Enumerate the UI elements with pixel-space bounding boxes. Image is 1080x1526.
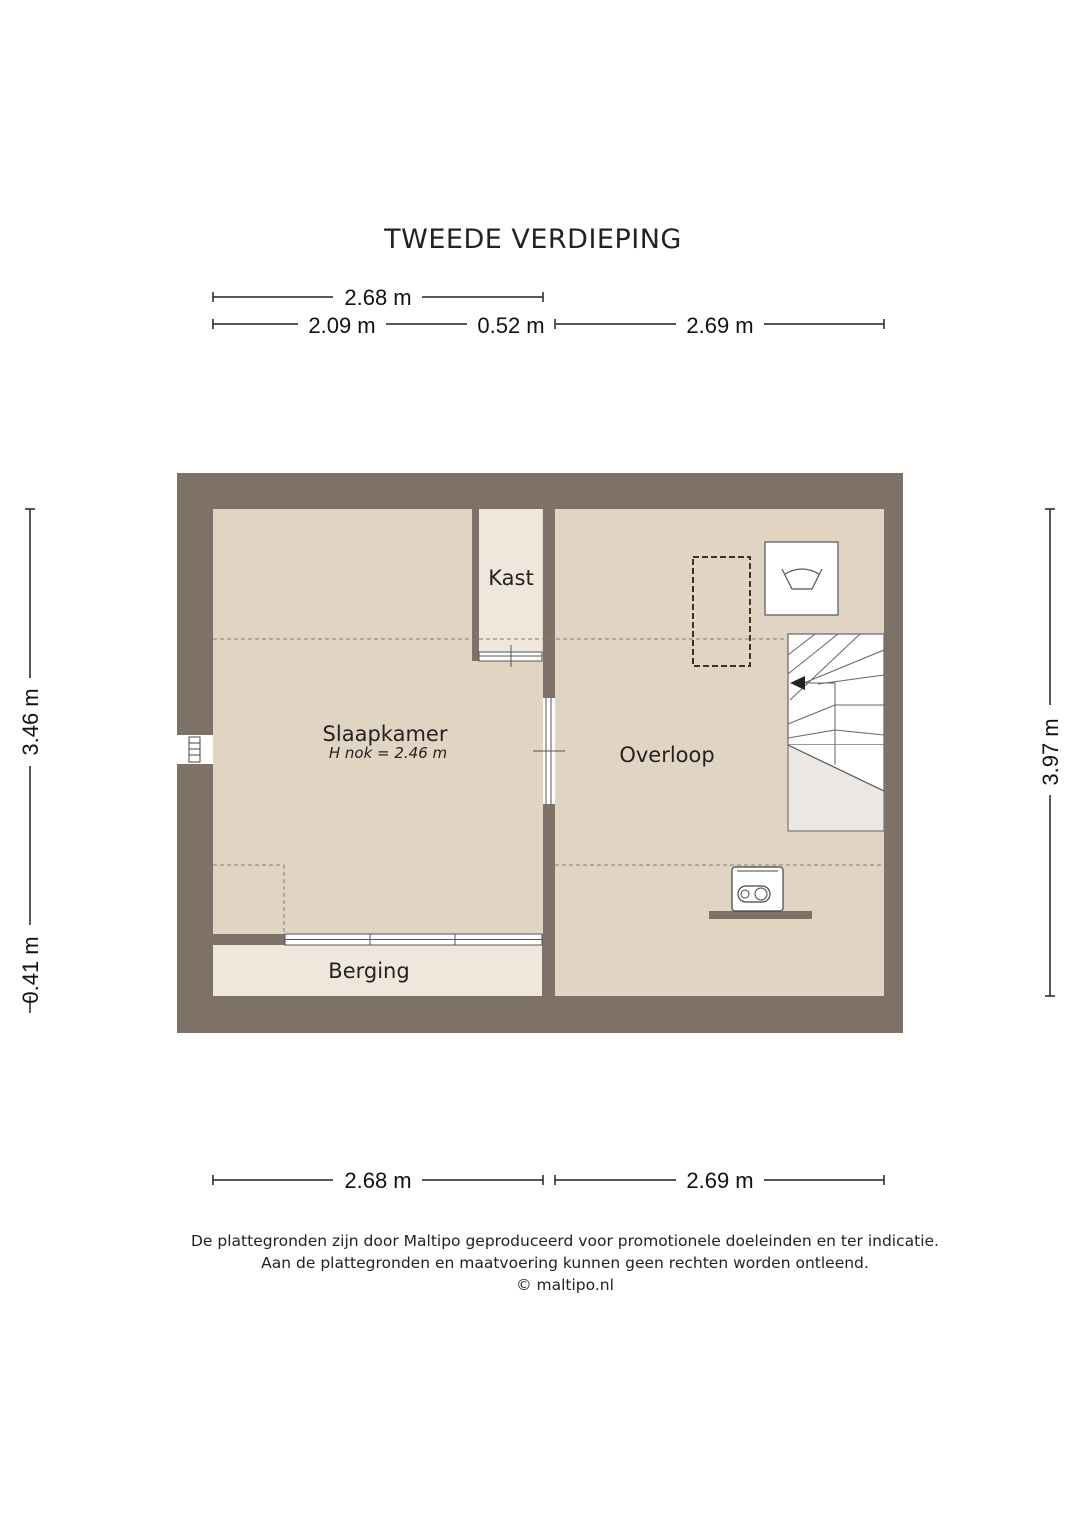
dim-top-c: 2.69 m <box>686 313 754 338</box>
dim-right: 3.97 m <box>1038 718 1063 786</box>
room-label-slaapkamer: Slaapkamer <box>322 722 448 746</box>
dim-top-b: 0.52 m <box>477 313 545 338</box>
footer-copyright: © maltipo.nl <box>516 1276 614 1294</box>
dim-bottom-b: 2.69 m <box>686 1168 754 1193</box>
staircase-icon <box>788 634 884 831</box>
room-label-berging: Berging <box>328 959 410 983</box>
floor-title: TWEEDE VERDIEPING <box>384 224 682 255</box>
dim-top-overall: 2.68 m <box>344 285 412 310</box>
dim-top-a: 2.09 m <box>308 313 376 338</box>
room-note-slaapkamer: H nok = 2.46 m <box>328 744 448 762</box>
room-label-overloop: Overloop <box>619 743 715 767</box>
dim-bottom-a: 2.68 m <box>344 1168 412 1193</box>
room-label-kast: Kast <box>488 566 534 590</box>
dim-left-lower: 0.41 m <box>18 936 43 1004</box>
washing-machine-icon <box>765 542 838 615</box>
footer-disclaimer-line1: De plattegronden zijn door Maltipo geproduceerd voor promotionele doeleinden en ter indicatie. <box>191 1232 939 1250</box>
footer-disclaimer-line2: Aan de plattegronden en maatvoering kunnen geen rechten worden ontleend. <box>261 1254 869 1272</box>
bottom-dimension <box>213 1175 884 1185</box>
dim-left-upper: 3.46 m <box>18 688 43 756</box>
kast-wall <box>472 509 479 661</box>
